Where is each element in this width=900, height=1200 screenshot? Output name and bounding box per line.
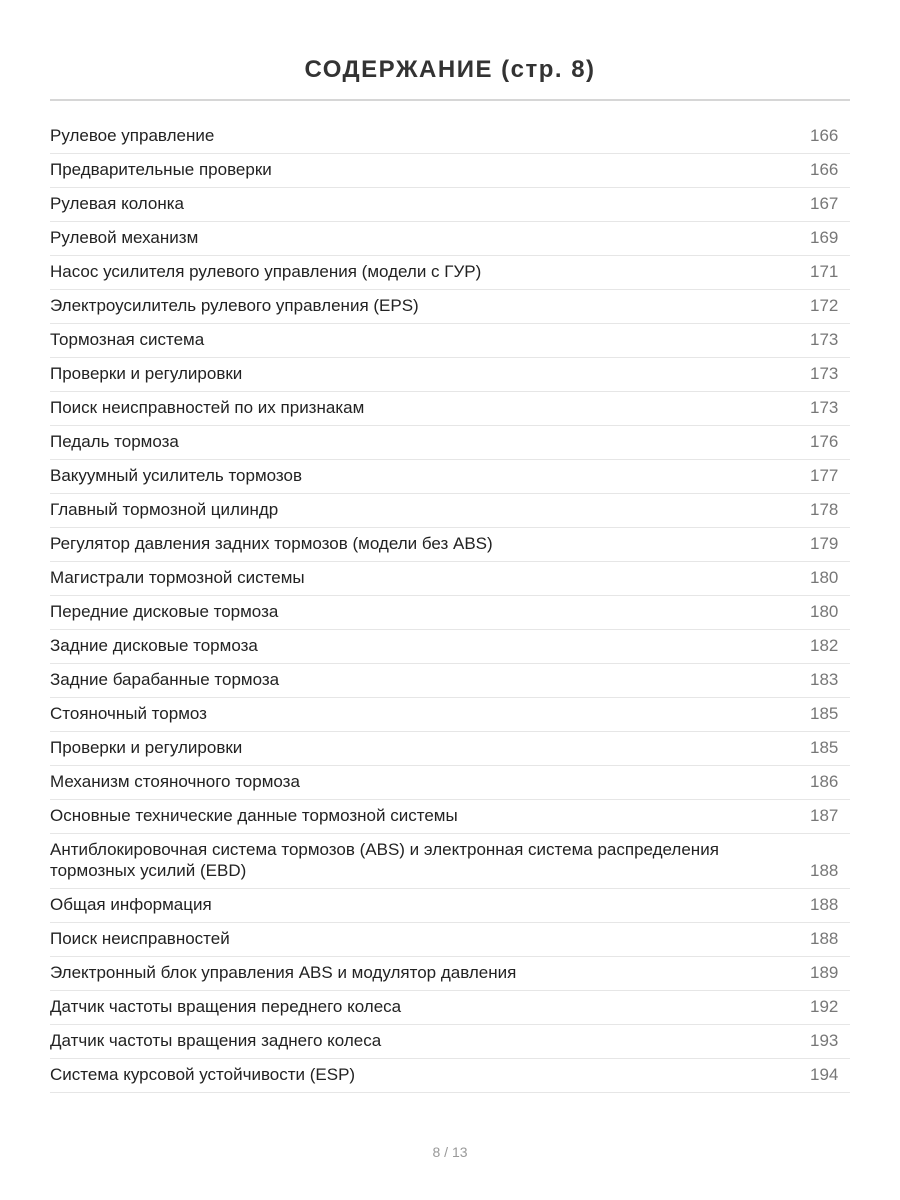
toc-entry-title: Предварительные проверки	[50, 160, 272, 179]
toc-entry-page: 186	[810, 772, 839, 791]
toc-entry-page: 180	[810, 568, 839, 587]
toc-entry-title: Задние барабанные тормоза	[50, 670, 280, 689]
toc-entry[interactable]	[50, 222, 850, 256]
toc-entry-title: Проверки и регулировки	[50, 738, 243, 757]
toc-entry[interactable]	[50, 460, 850, 494]
page-title: СОДЕРЖАНИЕ (стр. 8)	[304, 56, 596, 84]
toc-entry-page: 167	[810, 194, 839, 213]
toc-entry-title: Датчик частоты вращения переднего колеса	[50, 997, 402, 1016]
toc-entry-page: 176	[810, 432, 839, 451]
toc-entry-title: Стояночный тормоз	[50, 704, 207, 723]
toc-entry-page: 189	[810, 963, 839, 982]
toc-list	[50, 120, 850, 1093]
toc-entry-page: 185	[810, 704, 839, 723]
toc-entry[interactable]	[50, 528, 850, 562]
toc-entry-page: 166	[810, 160, 839, 179]
toc-entry-title: Магистрали тормозной системы	[50, 568, 305, 587]
toc-entry-title: Педаль тормоза	[50, 432, 179, 451]
toc-entry-page: 166	[810, 126, 839, 145]
toc-entry-page: 169	[810, 228, 839, 247]
toc-entry-page: 172	[810, 296, 839, 315]
toc-entry-title: Проверки и регулировки	[50, 364, 243, 383]
toc-entry[interactable]	[50, 256, 850, 290]
toc-entry-title: Основные технические данные тормозной системы	[50, 806, 458, 825]
toc-entry-title: Регулятор давления задних тормозов (модели без ABS)	[50, 534, 493, 553]
toc-entry-page: 182	[810, 636, 839, 655]
toc-entry[interactable]	[50, 698, 850, 732]
toc-entry-title: Задние дисковые тормоза	[50, 636, 258, 655]
toc-entry-page: 188	[810, 929, 839, 948]
toc-entry[interactable]	[50, 392, 850, 426]
toc-entry-title: Общая информация	[50, 895, 212, 914]
toc-entry[interactable]	[50, 889, 850, 923]
toc-entry-title: Поиск неисправностей	[50, 929, 230, 948]
toc-entry[interactable]	[50, 562, 850, 596]
toc-entry-page: 177	[810, 466, 839, 485]
toc-entry-page: 188	[810, 861, 839, 880]
toc-entry-page: 178	[810, 500, 839, 519]
toc-entry-title: Рулевое управление	[50, 126, 215, 145]
toc-entry-title: Рулевой механизм	[50, 228, 199, 247]
toc-entry[interactable]	[50, 664, 850, 698]
toc-entry-page: 179	[810, 534, 839, 553]
page-counter: 8 / 13	[432, 1144, 468, 1160]
toc-entry[interactable]	[50, 957, 850, 991]
title-divider	[50, 99, 850, 101]
toc-entry[interactable]	[50, 1025, 850, 1059]
toc-entry[interactable]	[50, 596, 850, 630]
toc-entry-title: Датчик частоты вращения заднего колеса	[50, 1031, 382, 1050]
toc-entry-page: 180	[810, 602, 839, 621]
toc-entry[interactable]	[50, 630, 850, 664]
toc-entry-title: Поиск неисправностей по их признакам	[50, 398, 365, 417]
toc-entry-page: 173	[810, 398, 839, 417]
toc-entry-title: Система курсовой устойчивости (ESP)	[50, 1065, 356, 1084]
toc-entry[interactable]	[50, 991, 850, 1025]
toc-entry[interactable]	[50, 426, 850, 460]
toc-entry[interactable]	[50, 494, 850, 528]
toc-entry[interactable]	[50, 154, 850, 188]
toc-entry[interactable]	[50, 800, 850, 834]
toc-entry-page: 173	[810, 364, 839, 383]
toc-entry[interactable]	[50, 120, 850, 154]
toc-entry[interactable]	[50, 834, 850, 889]
toc-entry-title: Передние дисковые тормоза	[50, 602, 279, 621]
toc-entry[interactable]	[50, 766, 850, 800]
toc-entry[interactable]	[50, 358, 850, 392]
toc-entry-page: 173	[810, 330, 839, 349]
toc-entry-title: Механизм стояночного тормоза	[50, 772, 300, 791]
toc-entry-page: 194	[810, 1065, 839, 1084]
toc-entry[interactable]	[50, 290, 850, 324]
toc-entry[interactable]	[50, 732, 850, 766]
toc-entry-title: Рулевая колонка	[50, 194, 184, 213]
toc-entry-page: 171	[810, 262, 839, 281]
toc-entry[interactable]	[50, 1059, 850, 1093]
toc-entry-title: Электронный блок управления ABS и модулятор давления	[50, 963, 517, 982]
toc-entry-title: Вакуумный усилитель тормозов	[50, 466, 302, 485]
toc-entry[interactable]	[50, 188, 850, 222]
toc-entry-title: Электроусилитель рулевого управления (EPS)	[50, 296, 419, 315]
toc-entry-page: 187	[810, 806, 839, 825]
toc-entry-page: 188	[810, 895, 839, 914]
toc-entry-page: 192	[810, 997, 839, 1016]
toc-entry[interactable]	[50, 324, 850, 358]
toc-entry-title: Главный тормозной цилиндр	[50, 500, 279, 519]
toc-entry[interactable]	[50, 923, 850, 957]
toc-entry-title: Насос усилителя рулевого управления (модели с ГУР)	[50, 262, 482, 281]
toc-entry-page: 183	[810, 670, 839, 689]
toc-entry-title: Антиблокировочная система тормозов (ABS) и электронная система распределения тормозных усилий (EBD)	[50, 840, 719, 880]
toc-entry-title: Тормозная система	[50, 330, 205, 349]
toc-entry-page: 193	[810, 1031, 839, 1050]
toc-entry-page: 185	[810, 738, 839, 757]
